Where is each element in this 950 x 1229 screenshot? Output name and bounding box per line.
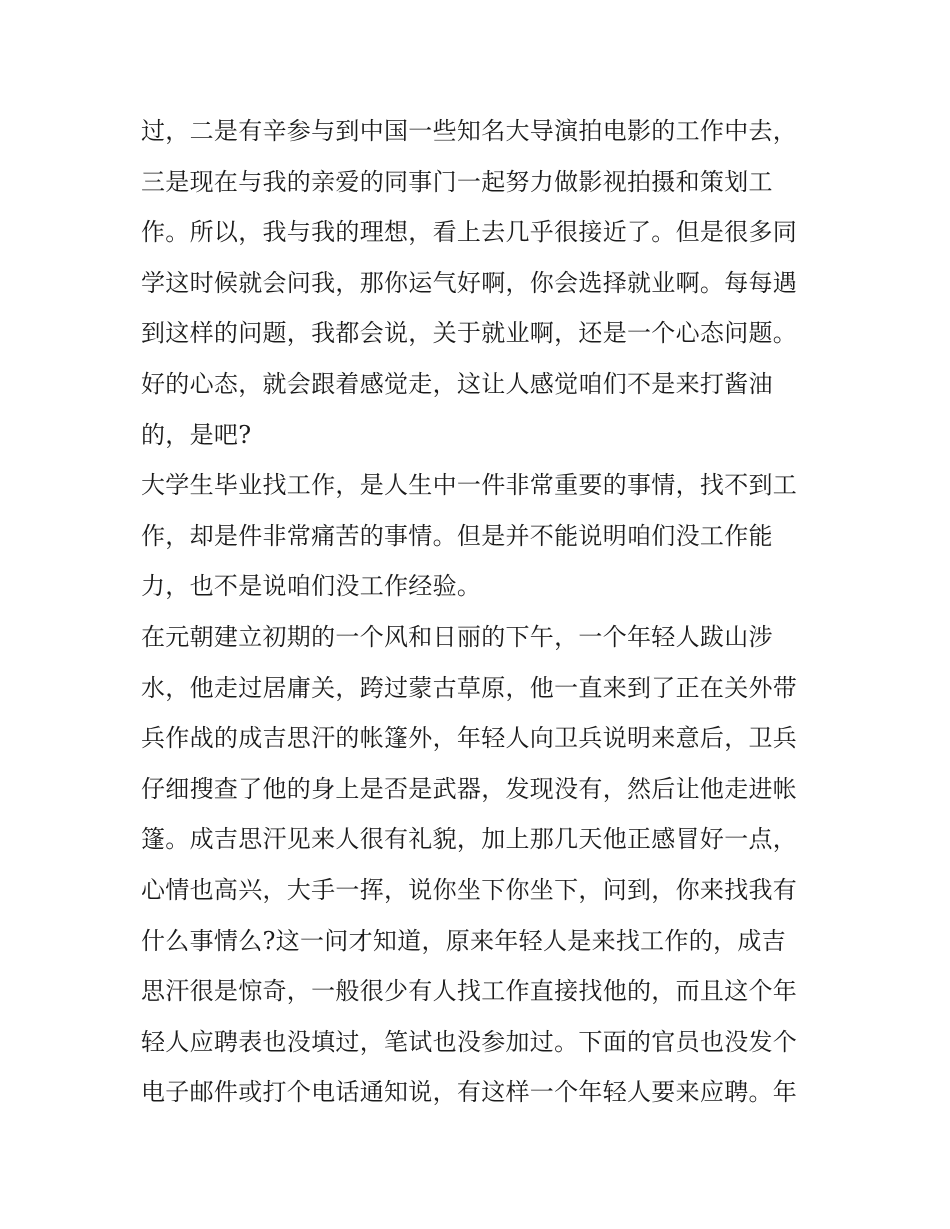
text-line: 思汗很是惊奇，一般很少有人找工作直接找他的，而且这个年	[141, 977, 798, 1006]
text-line: 的，是吧?	[141, 420, 252, 449]
text-line: 学这时候就会问我，那你运气好啊，你会选择就业啊。每每遇	[141, 268, 798, 297]
text-line: 在元朝建立初期的一个风和日丽的下午，一个年轻人跋山涉	[141, 622, 773, 651]
text-line: 作。所以，我与我的理想，看上去几乎很接近了。但是很多同	[141, 218, 798, 247]
text-line: 心情也高兴，大手一挥，说你坐下你坐下，问到，你来找我有	[141, 875, 798, 904]
text-line: 作，却是件非常痛苦的事情。但是并不能说明咱们没工作能	[141, 521, 773, 550]
text-line: 到这样的问题，我都会说，关于就业啊，还是一个心态问题。	[141, 319, 798, 348]
text-line: 力，也不是说咱们没工作经验。	[141, 572, 482, 601]
text-line: 电子邮件或打个电话通知说，有这样一个年轻人要来应聘。年	[141, 1078, 798, 1107]
text-line: 仔细搜查了他的身上是否是武器，发现没有，然后让他走进帐	[141, 774, 798, 803]
text-line: 什么事情么?这一问才知道，原来年轻人是来找工作的，成吉	[141, 926, 786, 955]
text-line: 过，二是有辛参与到中国一些知名大导演拍电影的工作中去，	[141, 117, 798, 145]
text-line: 轻人应聘表也没填过，笔试也没参加过。下面的官员也没发个	[141, 1027, 798, 1056]
text-line: 大学生毕业找工作，是人生中一件非常重要的事情，找不到工	[141, 471, 798, 500]
text-line: 三是现在与我的亲爱的同事门一起努力做影视拍摄和策划工	[141, 167, 773, 196]
text-line: 兵作战的成吉思汗的帐篷外，年轻人向卫兵说明来意后，卫兵	[141, 724, 798, 753]
text-line: 篷。成吉思汗见来人很有礼貌，加上那几天他正感冒好一点，	[141, 825, 798, 854]
text-line: 好的心态，就会跟着感觉走，这让人感觉咱们不是来打酱油	[141, 369, 773, 398]
body-text	[141, 106, 813, 1118]
text-line: 水，他走过居庸关，跨过蒙古草原，他一直来到了正在关外带	[141, 673, 798, 702]
